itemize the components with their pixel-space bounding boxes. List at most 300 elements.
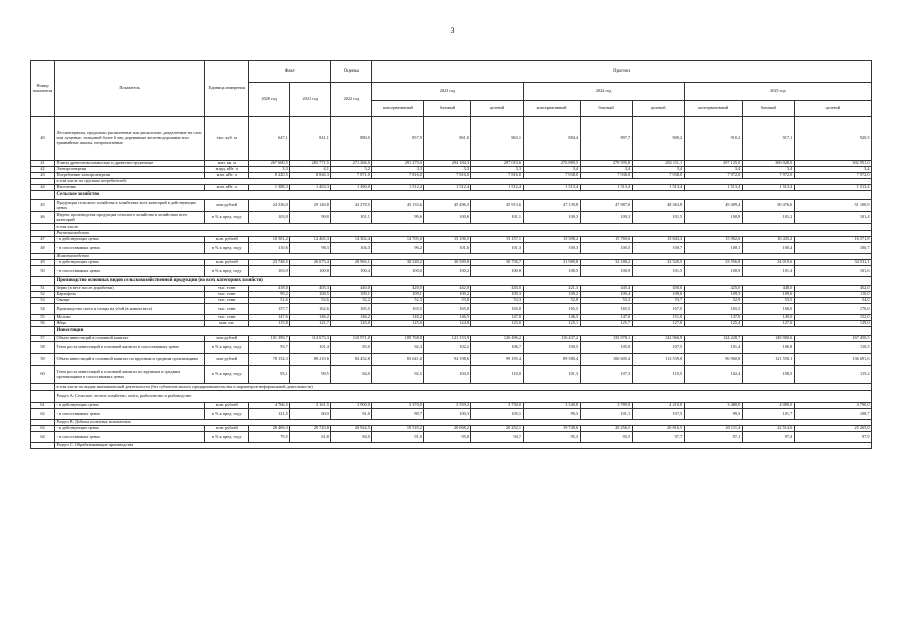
row-empty-cell [31, 384, 55, 391]
value-cell: 124 228,7 [684, 336, 742, 342]
value-cell: 113 539,0 [632, 354, 684, 366]
value-cell: 19 749,6 [523, 426, 580, 432]
value-cell: 110,5 [632, 366, 684, 384]
value-cell: 106 605,4 [580, 354, 632, 366]
value-cell: 114 673,3 [290, 336, 331, 342]
value-cell: 910,2 [684, 117, 742, 161]
value-cell: 94,7 [471, 432, 523, 443]
value-cell: 100,2 [424, 266, 471, 277]
value-cell: 7 972,0 [684, 173, 742, 179]
value-cell: 107,3 [580, 366, 632, 384]
value-cell: 107,5 [632, 342, 684, 354]
row-number: 49 [31, 260, 55, 266]
group-row [31, 443, 872, 449]
value-cell: 110,5 [794, 342, 871, 354]
value-cell: 1 490,0 [331, 185, 372, 191]
unit-cell: млн. рублей [205, 260, 249, 266]
value-cell: 15 902,6 [684, 237, 742, 243]
value-cell: 29 140,8 [290, 200, 331, 212]
value-cell: 32 188,2 [580, 260, 632, 266]
value-cell: 100,3 [523, 212, 580, 224]
row-number: 41 [31, 161, 55, 167]
value-cell: 84,0 [331, 366, 372, 384]
value-cell: 7 816,0 [372, 173, 424, 179]
value-cell: 7 816,0 [424, 173, 471, 179]
value-cell: 115,8 [249, 321, 290, 327]
scenario-target-2024: целевой [632, 101, 684, 117]
value-cell: 20 111,4 [684, 426, 742, 432]
scenario-target-2025: целевой [794, 101, 871, 117]
indicator-name: - в действующих ценах [55, 260, 205, 266]
value-cell: 100,9 [580, 266, 632, 277]
value-cell: 165,5 [684, 304, 742, 315]
value-cell: 92,4 [372, 342, 424, 354]
value-cell: 101,3 [523, 366, 580, 384]
scenario-base-2023: базовый [424, 101, 471, 117]
value-cell: 452,0 [794, 286, 871, 292]
indicator-name: Потребление электроэнергии [55, 173, 205, 179]
value-cell: 116 437,2 [523, 336, 580, 342]
section-title: Инвестиции [55, 327, 872, 336]
value-cell: 100,5 [523, 342, 580, 354]
value-cell: 3 789,0 [580, 403, 632, 409]
value-cell: 109,6 [632, 292, 684, 298]
table-row [31, 354, 872, 366]
value-cell: 100,3 [580, 212, 632, 224]
value-cell: 14 302,4 [331, 237, 372, 243]
value-cell: 101,1 [580, 409, 632, 420]
value-cell: 83 641,0 [372, 354, 424, 366]
value-cell: 104,3 [331, 243, 372, 254]
value-cell: 3,3 [372, 167, 424, 173]
value-cell: 109,1 [372, 292, 424, 298]
value-cell: 32 520,5 [632, 260, 684, 266]
value-cell: 101,3 [471, 243, 523, 254]
value-cell: 900,2 [632, 117, 684, 161]
value-cell: 142 966,9 [632, 336, 684, 342]
table-row [31, 409, 872, 420]
value-cell: 106,8 [742, 342, 794, 354]
value-cell: 3 161,5 [290, 403, 331, 409]
indicator-name: Молоко [55, 315, 205, 321]
value-cell: 170,0 [794, 304, 871, 315]
value-cell: 1 513,4 [523, 185, 580, 191]
unit-cell: тыс. тонн [205, 298, 249, 304]
col-name-header: Показатель [55, 61, 205, 117]
value-cell: 146,2 [372, 315, 424, 321]
table-row [31, 117, 872, 161]
value-cell: 109,2 [523, 292, 580, 298]
value-cell: 121 558,1 [742, 354, 794, 366]
row-number: 61 [31, 403, 55, 409]
value-cell: 897,7 [580, 117, 632, 161]
value-cell: 97,4 [742, 432, 794, 443]
value-cell: 297 010,6 [471, 161, 523, 167]
value-cell: 1 513,4 [742, 185, 794, 191]
value-cell: 100,7 [632, 243, 684, 254]
table-row [31, 366, 872, 384]
value-cell: 121,7 [290, 321, 331, 327]
value-cell: 100,4 [742, 243, 794, 254]
unit-cell: млн. кВт. ч [205, 173, 249, 179]
unit-cell: тыс. куб. м [205, 117, 249, 161]
value-cell: 103,8 [249, 212, 290, 224]
indicator-name: Электроэнергия [55, 167, 205, 173]
value-cell: 45 133,6 [372, 200, 424, 212]
value-cell: 291 279,0 [372, 161, 424, 167]
scenario-conservative-2023: консервативный [372, 101, 424, 117]
indicator-name: - в действующих ценах [55, 237, 205, 243]
value-cell: 165,5 [372, 304, 424, 315]
value-cell: 108,5 [742, 366, 794, 384]
value-cell: 92,5 [372, 366, 424, 384]
value-cell: 101,5 [632, 266, 684, 277]
unit-cell: млн рублей [205, 354, 249, 366]
row-number: 64 [31, 432, 55, 443]
value-cell: 20 816,5 [632, 426, 684, 432]
row-number: 57 [31, 336, 55, 342]
value-cell: 146,5 [424, 315, 471, 321]
unit-cell: млн рублей [205, 336, 249, 342]
value-cell: 282 111,1 [632, 161, 684, 167]
value-cell: 15 398,2 [523, 237, 580, 243]
value-cell: 15 769,6 [580, 237, 632, 243]
value-cell: 7 938,0 [632, 173, 684, 179]
year-2023-header: 2023 год [372, 83, 523, 101]
value-cell: 3 730,0 [471, 403, 523, 409]
indicator-name: Продукция сельского хозяйства в хозяйствах всех категорий в действующих ценах [55, 200, 205, 212]
value-cell: 1 513,4 [580, 185, 632, 191]
value-cell: 1 513,4 [632, 185, 684, 191]
row-empty-cell [31, 391, 55, 403]
group-row [31, 224, 872, 231]
value-cell: 165,0 [471, 304, 523, 315]
indicator-name: - в действующих ценах [55, 426, 205, 432]
value-cell: 448,0 [742, 286, 794, 292]
value-cell: 91,0 [331, 409, 372, 420]
value-cell: 26 675,4 [290, 260, 331, 266]
value-cell: 20 068,2 [424, 426, 471, 432]
indicator-name: Темп роста инвестиций в основной капитал в сопоставимых ценах [55, 342, 205, 354]
row-number: 45 [31, 200, 55, 212]
indicator-name: - в сопоставимых ценах [55, 266, 205, 277]
value-cell: 15 157,1 [471, 237, 523, 243]
value-cell: 127,0 [742, 321, 794, 327]
value-cell: 1 513,4 [684, 185, 742, 191]
value-cell: 3 900,0 [331, 403, 372, 409]
indicator-name: Яйца [55, 321, 205, 327]
value-cell: 1 513,4 [794, 185, 871, 191]
value-cell: 53,7 [632, 298, 684, 304]
row-empty-cell [31, 224, 55, 231]
value-cell: 110,0 [794, 292, 871, 298]
table-row [31, 243, 872, 254]
value-cell: 108,5 [290, 292, 331, 298]
row-empty-cell [31, 327, 55, 336]
value-cell: 88,7 [372, 409, 424, 420]
value-cell: 7 972,0 [742, 173, 794, 179]
value-cell: 52,8 [523, 298, 580, 304]
value-cell: 302 951,0 [794, 161, 871, 167]
group-label: в том числе по группам потребителей: [55, 179, 872, 185]
value-cell: 99,3 [523, 409, 580, 420]
unit-cell: млн. кВт. ч [205, 185, 249, 191]
row-empty-cell [31, 191, 55, 200]
row-number: 56 [31, 321, 55, 327]
value-cell: 88 210,6 [290, 354, 331, 366]
value-cell: 8 220,5 [249, 173, 290, 179]
value-cell: 20 252,1 [471, 426, 523, 432]
value-cell: 109,3 [684, 292, 742, 298]
value-cell: 54,0 [794, 298, 871, 304]
value-cell: 100,1 [684, 243, 742, 254]
section-title: Производство основных видов сельскохозяйственной продукции (во всех категориях хозяйств) [55, 277, 872, 286]
group-row [31, 391, 872, 403]
value-cell: 99,8 [290, 212, 331, 224]
group-label: в том числе по видам экономической деятельности (без субъектов малого предпринимательства и параметров неформальной деятельности) [55, 384, 872, 391]
forecast-table [30, 60, 872, 449]
value-cell: 100,3 [424, 409, 471, 420]
value-cell: 79,5 [249, 432, 290, 443]
value-cell: 20 924,5 [331, 426, 372, 432]
indicator-name: - в действующих ценах [55, 403, 205, 409]
value-cell: 3,4 [580, 167, 632, 173]
year-2025-header: 2025 год [684, 83, 871, 101]
table-row [31, 432, 872, 443]
value-cell: 3,4 [632, 167, 684, 173]
value-cell: 1 463,3 [290, 185, 331, 191]
value-cell: 7 816,0 [471, 173, 523, 179]
value-cell: 53,0 [424, 298, 471, 304]
row-number: 51 [31, 286, 55, 292]
value-cell: 4 080,0 [742, 403, 794, 409]
value-cell: 4 210,0 [632, 403, 684, 409]
scenario-base-2025: базовый [742, 101, 794, 117]
value-cell: 152,0 [794, 315, 871, 321]
value-cell: 125,0 [372, 321, 424, 327]
indicator-name: Картофель [55, 292, 205, 298]
value-cell: 53,3 [471, 298, 523, 304]
value-cell: 16 435,2 [742, 237, 794, 243]
value-cell: 3 340,8 [523, 403, 580, 409]
value-cell: 106,7 [471, 342, 523, 354]
year-2024-header: 2024 год [523, 83, 684, 101]
value-cell: 97,1 [684, 432, 742, 443]
row-number: 63 [31, 426, 55, 432]
indicator-name: Индекс производства продукции сельского хозяйства в хозяйствах всех категорий [55, 212, 205, 224]
value-cell: 30 528,2 [372, 260, 424, 266]
value-cell: 48 363,8 [632, 200, 684, 212]
indicator-name: Объем инвестиций в основной капитал [55, 336, 205, 342]
value-cell: 125,0 [471, 321, 523, 327]
value-cell: 95,3 [523, 432, 580, 443]
value-cell: 7 871,0 [331, 173, 372, 179]
value-cell: 98,3 [290, 243, 331, 254]
value-cell: 45 496,3 [424, 200, 471, 212]
value-cell: 146,2 [331, 315, 372, 321]
value-cell: 101,4 [742, 266, 794, 277]
value-cell: 276 889,5 [523, 161, 580, 167]
row-number: 62 [31, 409, 55, 420]
value-cell: 99 195,4 [471, 354, 523, 366]
value-cell: 841,1 [290, 117, 331, 161]
value-cell: 84 452,8 [331, 354, 372, 366]
value-cell: 34 019,6 [742, 260, 794, 266]
value-cell: 45 913,6 [471, 200, 523, 212]
indicator-name: Производство скота и птицы на убой (в живом весе) [55, 304, 205, 315]
value-cell: 151,0 [632, 315, 684, 321]
indicator-name: Овощи [55, 298, 205, 304]
value-cell: 31 989,8 [523, 260, 580, 266]
group-label: Животноводство [55, 254, 872, 260]
value-cell: 7 938,0 [580, 173, 632, 179]
value-cell: 165,5 [331, 304, 372, 315]
value-cell: 7 972,0 [794, 173, 871, 179]
unit-cell: в % к пред. году [205, 432, 249, 443]
value-cell: 52,9 [684, 298, 742, 304]
value-cell: 50 476,6 [742, 200, 794, 212]
value-cell: 78 154,3 [249, 354, 290, 366]
section-row [31, 327, 872, 336]
value-cell: 100,7 [794, 243, 871, 254]
row-number: 40 [31, 117, 55, 161]
unit-cell: в % к пред. году [205, 342, 249, 354]
value-cell: 101,2 [742, 212, 794, 224]
row-number: 58 [31, 342, 55, 354]
value-cell: 109 768,8 [372, 336, 424, 342]
value-cell: 97,7 [632, 432, 684, 443]
year-2020-header: 2020 год [249, 83, 290, 117]
scenario-base-2024: базовый [580, 101, 632, 117]
value-cell: 109,2 [424, 292, 471, 298]
value-cell: 294 184,3 [424, 161, 471, 167]
value-cell: 405,3 [290, 286, 331, 292]
value-cell: 101,4 [684, 342, 742, 354]
table-row [31, 200, 872, 212]
value-cell: 12 465,3 [290, 237, 331, 243]
row-number: 54 [31, 304, 55, 315]
value-cell: 15 843,3 [632, 237, 684, 243]
indicator-name: Объем инвестиций в основной капитал по крупным и средним организациям [55, 354, 205, 366]
value-cell: 101,4 [794, 212, 871, 224]
value-cell: 285 771,5 [290, 161, 331, 167]
value-cell: 89 580,4 [523, 354, 580, 366]
value-cell: 3 559,2 [424, 403, 471, 409]
table-body [31, 117, 872, 449]
value-cell: 3,4 [742, 167, 794, 173]
group-label: Растениеводство [55, 231, 872, 237]
value-cell: 125,7 [580, 321, 632, 327]
fact-header: Факт [249, 61, 331, 83]
value-cell: 102,4 [684, 366, 742, 384]
value-cell: 104,5 [424, 366, 471, 384]
value-cell: 880,0 [331, 117, 372, 161]
value-cell: 125,4 [684, 321, 742, 327]
value-cell: 101,1 [471, 212, 523, 224]
scenario-conservative-2024: консервативный [523, 101, 580, 117]
value-cell: 100,5 [580, 243, 632, 254]
value-cell: 127,0 [632, 321, 684, 327]
value-cell: 100,8 [290, 266, 331, 277]
value-cell: 420,0 [372, 286, 424, 292]
value-cell: 425,0 [684, 286, 742, 292]
value-cell: 3,3 [249, 167, 290, 173]
value-cell: 165,8 [424, 304, 471, 315]
scenario-conservative-2025: консервативный [684, 101, 742, 117]
value-cell: 167,0 [632, 304, 684, 315]
value-cell: 15 106,5 [424, 237, 471, 243]
value-cell: 1 512,4 [424, 185, 471, 191]
value-cell: 418,0 [249, 286, 290, 292]
value-cell: 442,0 [424, 286, 471, 292]
value-cell: 26 469,3 [249, 426, 290, 432]
value-cell: 20 743,8 [290, 426, 331, 432]
value-cell: 51,6 [249, 298, 290, 304]
group-label: Раздел В: Добыча полезных ископаемых [55, 420, 872, 426]
unit-cell: тыс. тонн [205, 292, 249, 298]
value-cell: 100,5 [523, 266, 580, 277]
value-cell: 105,1 [471, 409, 523, 420]
unit-cell: млн. кв. м [205, 161, 249, 167]
value-cell: 4 790,0 [794, 403, 871, 409]
value-cell: 147,0 [471, 315, 523, 321]
value-cell: 279 595,8 [580, 161, 632, 167]
unit-cell: тыс. тонн [205, 286, 249, 292]
value-cell: 3,4 [684, 167, 742, 173]
value-cell: 125,0 [331, 321, 372, 327]
value-cell: 4 766,5 [249, 403, 290, 409]
value-cell: 96 960,8 [684, 354, 742, 366]
value-cell: 147,0 [684, 315, 742, 321]
value-cell: 271 266,0 [331, 161, 372, 167]
indicator-name: Население [55, 185, 205, 191]
value-cell: 34 531,1 [794, 260, 871, 266]
unit-cell: млн рублей [205, 200, 249, 212]
value-cell: 110 971,0 [331, 336, 372, 342]
value-cell: 440,0 [331, 286, 372, 292]
value-cell: 25 265,0 [794, 426, 871, 432]
value-cell: 97,9 [794, 432, 871, 443]
value-cell: 100,8 [471, 266, 523, 277]
value-cell: 109,4 [580, 292, 632, 298]
value-cell: 94 198,6 [424, 354, 471, 366]
value-cell: 33 556,8 [684, 260, 742, 266]
unit-cell: в % к пред. году [205, 266, 249, 277]
value-cell: 7 938,0 [523, 173, 580, 179]
value-cell: 136 691,6 [794, 354, 871, 366]
group-label: Раздел А: Сельское, лесное хозяйство, охота, рыболовство и рыбоводство [55, 391, 872, 403]
value-cell: 96,2 [372, 243, 424, 254]
value-cell: 102,2 [424, 342, 471, 354]
value-cell: 28 965,1 [331, 260, 372, 266]
value-cell: 20 256,5 [580, 426, 632, 432]
group-row [31, 384, 872, 391]
indicator-name: - в сопоставимых ценах [55, 243, 205, 254]
group-label: Раздел С: Обрабатывающие производства [55, 443, 872, 449]
value-cell: 147,0 [580, 315, 632, 321]
value-cell: 19 518,2 [372, 426, 424, 432]
value-cell: 108,7 [794, 409, 871, 420]
value-cell: 51 100,9 [794, 200, 871, 212]
value-cell: 99,2 [249, 292, 290, 298]
group-label: в том числе: [55, 224, 872, 231]
value-cell: 30 589,8 [424, 260, 471, 266]
estimate-header: Оценка [331, 61, 372, 83]
value-cell: 43 278,5 [331, 200, 372, 212]
value-cell: 95,5 [580, 432, 632, 443]
value-cell: 99,6 [372, 212, 424, 224]
unit-cell: в % к пред. году [205, 243, 249, 254]
